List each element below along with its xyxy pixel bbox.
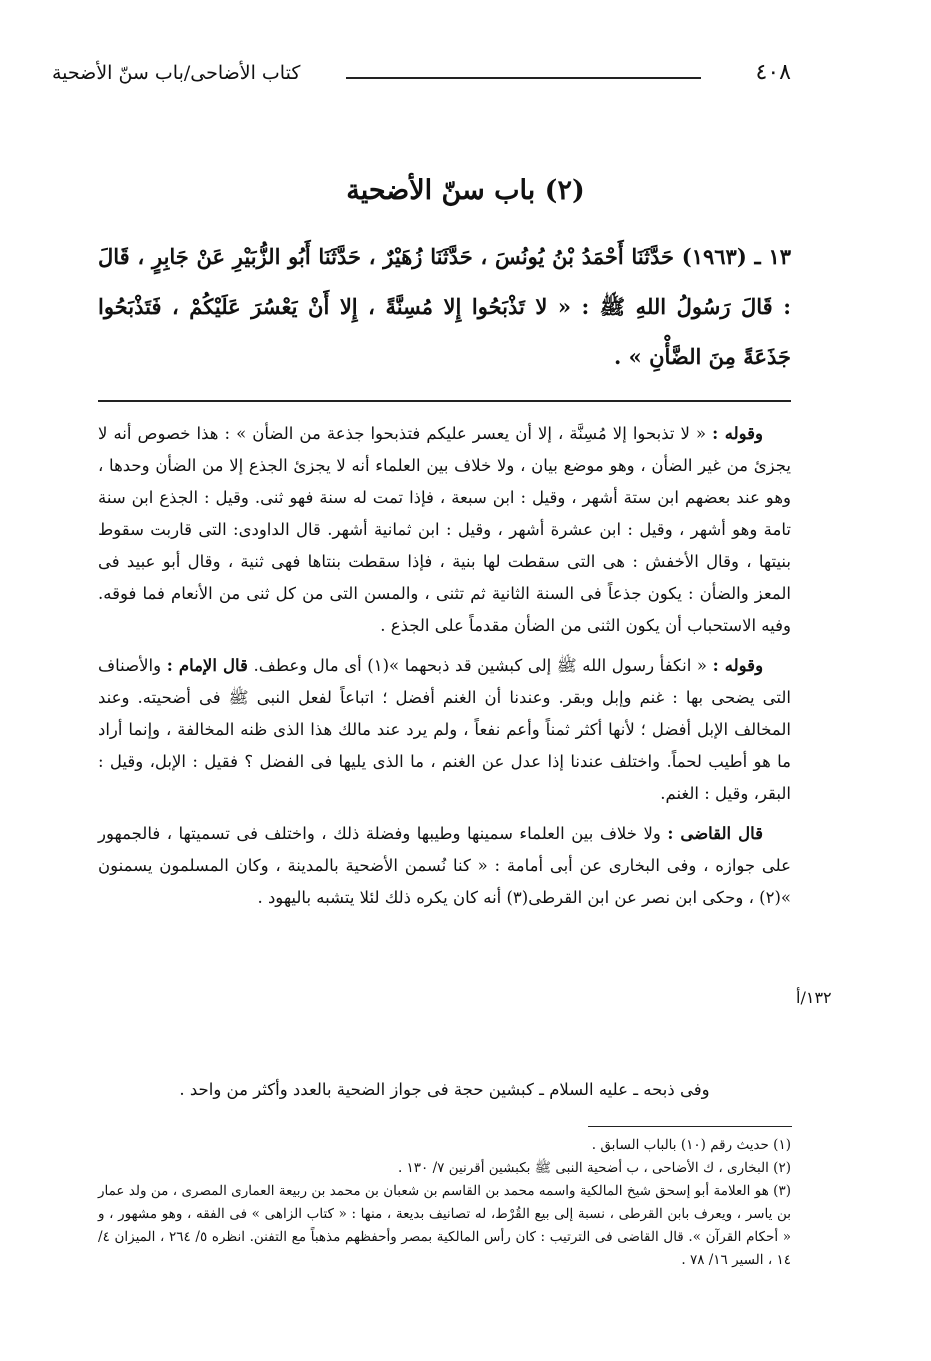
footnote-1: (١) حديث رقم (١٠) بالباب السابق . (591, 1137, 791, 1153)
running-title: كتاب الأضاحى/باب سنّ الأضحية (52, 62, 301, 84)
commentary-paragraph-3 (98, 818, 791, 914)
commentary (98, 418, 791, 922)
paragraph-text: « انكفأ رسول الله ﷺ إلى كبشين قد ذبحهما »(١) أى مال وعطف. (253, 656, 708, 675)
header-rule (346, 77, 701, 79)
paragraph-text: والأصناف التى يضحى بها : غنم وإبل وبقر. وعندنا أن الغنم أفضل ؛ اتباعاً لفعل النبى ﷺ فى أضحيته. وعند المخالف الإبل أفضل ؛ لأنها أكثر ثمناً وأعم نفعاً ، ولم يرد عند مالك هذا الذى ظنه المخالفة ، وإنما أراد ما هو أطيب لحماً. واختلف عندنا إذا عدل عن الغنم ، ما الذى يليها فى الفضل ؟ فقيل : الإبل، وقيل : البقر، وقيل : الغنم. (98, 656, 791, 803)
paragraph-text: ولا خلاف بين العلماء سمينها وطيبها وفضلة ذلك ، واختلف فى تسميتها ، فالجمهور على جوازه ، وفى البخارى عن أبى أمامة : « كنا نُسمن الأضحية بالمدينة ، وكان المسلمون يسمنون »(٢) ، وحكى ابن نصر عن ابن القرطى(٣) أنه كان يكره ذلك لئلا يتشبه باليهود . (98, 824, 791, 907)
paragraph-lead-qadi: قال القاضى : (667, 824, 764, 843)
footnotes (98, 1134, 791, 1272)
manuscript-folio-marker: ١٣٢/أ (796, 988, 832, 1007)
commentary-paragraph-2 (98, 650, 791, 810)
footnote-2: (٢) البخارى ، ك الأضاحى ، ب أضحية النبى ﷺ بكبشين أقرنين ٧/ ١٣٠ . (397, 1160, 791, 1176)
chapter-title: (٢) باب سنّ الأضحية (346, 175, 585, 206)
paragraph-lead: وقوله : (712, 424, 763, 443)
paragraph-lead-imam: قال الإمام : (166, 656, 248, 675)
commentary-paragraph-1 (98, 418, 791, 642)
page-number: ٤٠٨ (755, 60, 791, 85)
hadith-text: ١٣ ـ (١٩٦٣) حَدَّثَنَا أَحْمَدُ بْنُ يُونُسَ ، حَدَّثَنَا زُهَيْرٌ ، حَدَّثَنَا أَبُو الزُّبَيْرِ عَنْ جَابِرٍ ، قَالَ : قَالَ رَسُولُ اللهِ ﷺ : « لا تَذْبَحُوا إِلا مُسِنَّةً ، إِلا أَنْ يَعْسُرَ عَلَيْكُمْ ، فَتَذْبَحُوا جَذَعَةً مِنَ الضَّأْنِ » . (98, 244, 791, 369)
section-rule (98, 400, 791, 402)
footnote-3: (٣) هو العلامة أبو إسحق شيخ المالكية واسمه محمد بن القاسم بن شعبان بن محمد بن ربيعة العمارى المصرى ، من ولد عمار بن ياسر ، ويعرف بابن القرطى ، نسبة إلى بيع القُرْط، له تصانيف بديعة ، منها : « كتاب الزاهى » فى الفقه ، وهو مشهور ، و « أحكام القرآن ». قال القاضى فى الترتيب : كان رأس المالكية بمصر وأحفظهم مذهباً مع التفنن. انظره ٥/ ٢٦٤ ، الميزان ٤/ ١٤ ، السير ١٦/ ٧٨ . (98, 1183, 791, 1268)
closing-note: وفى ذبحه ـ عليه السلام ـ كبشين حجة فى جواز الضحية بالعدد وأكثر من واحد . (179, 1080, 710, 1099)
paragraph-lead: وقوله : (712, 656, 764, 675)
paragraph-text: « لا تذبحوا إلا مُسِنَّة ، إلا أن يعسر عليكم فتذبحوا جذعة من الضأن » : هذا خصوص أنه لا يجزئ من غير الضأن ، وهو موضع بيان ، ولا خلاف بين العلماء أنه لا يجزئ الجذع إلا من الضأن وحدها ، وهو عند بعضهم ابن ستة أشهر ، وقيل : ابن سبعة ، فإذا تمت له سنة فهو ثنى. وقيل : الجذع ابن سنة تامة وهو أشهر ، وقيل : ابن عشرة أشهر ، وقيل : ابن ثمانية أشهر. قال الداودى: التى قاربت سقوط بنيتها ، وقال الأخفش : هى التى سقطت لها بنية ، فإذا سقطت بنتاها فهى ثنية ، وقال أبو عبيد فى المعز والضأن : يكون جذعاً فى السنة الثانية ثم تثنى ، والمسن التى من كل ثنى من الأنعام فما فوقه. وفيه الاستحباب أن يكون الثنى من الضأن مقدماً على الجذع . (98, 424, 791, 635)
footnote-rule (588, 1126, 792, 1127)
